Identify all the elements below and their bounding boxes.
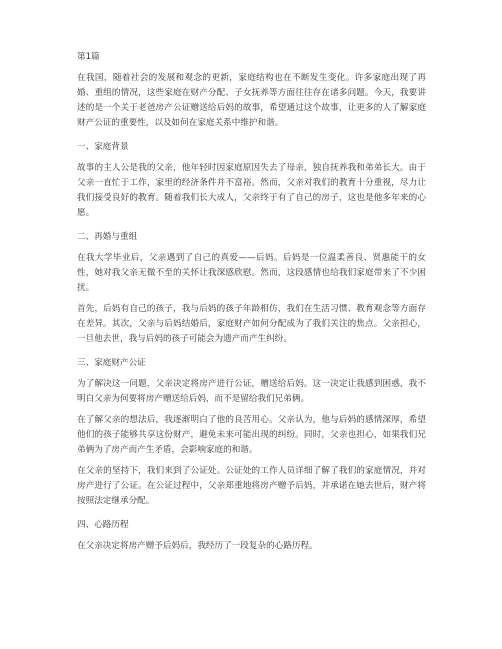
background-paragraph: 故事的主人公是我的父亲，他年轻时因家庭原因失去了母亲，独自抚养我和弟弟长大。由于父亲一直忙于工作，家里的经济条件并不富裕。然而，父亲对我们的教育十分重视，尽力让我们接受良好的教育。随着我们长大成人，父亲终于有了自己的房子，这也是他多年来的心愿。 (77, 163, 426, 218)
document-page (77, 50, 426, 560)
section-heading-remarriage: 二、再婚与重组 (77, 232, 138, 242)
notarization-paragraph-2: 在了解父亲的想法后，我逐渐明白了他的良苦用心。父亲认为，他与后妈的感情深厚，希望他们的孩子能够共享这份财产，避免未来可能出现的纠纷。同时，父亲也担心，如果我们兄弟俩为了房产而产生矛盾，会影响家庭的和谐。 (77, 415, 426, 455)
notarization-paragraph-1: 为了解决这一问题，父亲决定将房产进行公证，赠送给后妈。这一决定让我感到困惑，我不明白父亲为何要将房产赠送给后妈，而不是留给我们兄弟俩。 (77, 379, 426, 404)
remarriage-paragraph-2: 首先，后妈有自己的孩子，我与后妈的孩子年龄相仿，我们在生活习惯、教育观念等方面存在差异。其次，父亲与后妈结婚后，家庭财产如何分配成为了我们关注的焦点。父亲担心，一旦他去世，我与后妈的孩子可能会为遗产而产生纠纷。 (77, 304, 426, 344)
remarriage-paragraph-1: 在我大学毕业后，父亲遇到了自己的真爱——后妈。后妈是一位温柔善良、贤惠能干的女性，她对我父亲无微不至的关怀让我深感欣慰。然而，这段感情也给我们家庭带来了不少困扰。 (77, 253, 426, 293)
section-heading-background: 一、家庭背景 (77, 142, 129, 152)
intro-paragraph: 在我国，随着社会的发展和观念的更新，家庭结构也在不断发生变化。许多家庭出现了再婚、重组的情况，这些家庭在财产分配、子女抚养等方面往往存在诸多问题。今天，我要讲述的是一个关于老爸房产公证赠送给后妈的故事，希望通过这个故事，让更多的人了解家庭财产公证的重要性，以及如何在家庭关系中维护和谐。 (77, 73, 426, 128)
notarization-paragraph-3: 在父亲的坚持下，我们来到了公证处。公证处的工作人员详细了解了我们的家庭情况，并对房产进行了公证。在公证过程中，父亲郑重地将房产赠予后妈，并承诺在她去世后，财产将按照法定继承分配。 (77, 466, 426, 506)
journey-paragraph: 在父亲决定将房产赠予后妈后，我经历了一段复杂的心路历程。 (77, 541, 318, 551)
section-heading-notarization: 三、家庭财产公证 (77, 358, 146, 368)
section-heading-journey: 四、心路历程 (77, 520, 129, 530)
document-title: 第1篇 (77, 52, 100, 62)
